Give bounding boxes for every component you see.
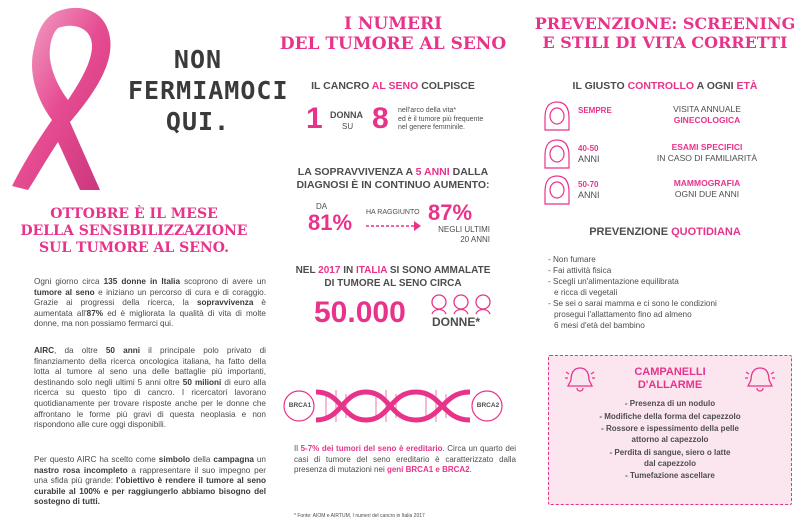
warning-signs-list bbox=[559, 398, 781, 483]
women-count: 50.000 bbox=[314, 296, 406, 329]
text-bold: 87% bbox=[86, 308, 104, 318]
text: COLPISCE bbox=[418, 80, 475, 92]
women-group-icon bbox=[428, 292, 494, 316]
text: , da oltre bbox=[54, 346, 106, 355]
list-item: - Tumefazione ascellare bbox=[625, 471, 715, 480]
headline-line: FERMIAMOCI bbox=[128, 76, 289, 105]
text-bold: nastro rosa incompleto bbox=[34, 465, 128, 475]
list-item: dal capezzolo bbox=[643, 458, 696, 468]
note-line: nell'arco della vita* bbox=[398, 107, 457, 114]
screening-row bbox=[530, 136, 800, 172]
age-value: SEMPRE bbox=[578, 106, 612, 115]
text: IN bbox=[340, 265, 356, 276]
text: è aumentata all' bbox=[34, 298, 266, 318]
list-item: - Non fumare bbox=[548, 255, 596, 264]
text: scoprono di avere un bbox=[180, 277, 266, 286]
age-unit: ANNI bbox=[578, 154, 600, 164]
text-accent: AL SENO bbox=[371, 80, 419, 92]
screening-desc bbox=[622, 104, 792, 125]
ratio-donna: DONNA bbox=[330, 110, 363, 120]
desc-line: IN CASO DI FAMILIARITÀ bbox=[656, 152, 758, 163]
text-bold: simbolo bbox=[158, 455, 191, 464]
warning-signs-panel bbox=[548, 355, 792, 505]
october-line: OTTOBRE È IL MESE bbox=[50, 206, 218, 222]
text: un bbox=[253, 455, 266, 464]
desc-line-accent: MAMMOGRAFIA bbox=[673, 178, 741, 188]
text: della bbox=[190, 455, 214, 464]
desc-line: OGNI DUE ANNI bbox=[674, 188, 740, 199]
left-column bbox=[0, 0, 289, 523]
text: DALLA bbox=[449, 166, 489, 178]
desc-line: VISITA ANNUALE bbox=[673, 104, 741, 114]
text: a rappresentare il suo impegno per una sfida più grande: bbox=[34, 465, 266, 486]
screening-desc bbox=[622, 142, 792, 163]
note-line: ed è il tumore più frequente bbox=[398, 115, 484, 123]
dna-helix-icon bbox=[282, 384, 504, 428]
airc-paragraph bbox=[34, 346, 266, 431]
warning-signs-title bbox=[609, 366, 731, 392]
pink-ribbon-icon bbox=[10, 2, 130, 192]
bell-icon bbox=[743, 364, 777, 394]
text-bold: l'obiettivo è rendere il tumore al seno curabile al 100% e per raggiungerlo abbiamo bisogno del sostegno di tutti. bbox=[34, 476, 266, 507]
text-accent: CONTROLLO bbox=[627, 80, 695, 92]
control-heading bbox=[530, 80, 800, 93]
list-item: attorno al capezzolo bbox=[631, 435, 709, 444]
text: SI SONO AMMALATE bbox=[387, 265, 491, 276]
woman-face-icon bbox=[542, 100, 572, 132]
list-item: - Perdita di sangue, siero o latte bbox=[609, 447, 731, 457]
list-item: - Fai attività fisica bbox=[548, 266, 612, 275]
text: Per questo AIRC ha scelto come bbox=[34, 455, 159, 464]
ratio-su: SU bbox=[342, 122, 354, 131]
text: . Circa un quarto dei casi di tumore del seno ereditario è caratterizzato dalla presenza di mutazioni nei bbox=[294, 444, 516, 474]
text-bold: AIRC bbox=[34, 346, 55, 355]
survival-to-value: 87% bbox=[428, 200, 473, 225]
text-bold: sopravvivenza bbox=[196, 298, 254, 308]
text: LA SOPRAVVIVENZA A bbox=[297, 166, 416, 178]
campaign-headline bbox=[128, 44, 289, 137]
text-bold: 50 milioni bbox=[182, 377, 222, 387]
headline-line: NON bbox=[173, 45, 223, 74]
text: NEL bbox=[295, 265, 319, 276]
list-item: prosegui l'allattamento fino ad almeno bbox=[554, 310, 692, 319]
brca1-label: BRCA1 bbox=[288, 402, 312, 409]
woman-face-icon bbox=[542, 138, 572, 170]
title-line: I NUMERI bbox=[343, 14, 443, 34]
text: e iniziano un percorso di cura e di coraggio. Grazie ai progressi della ricerca, la bbox=[34, 287, 266, 308]
numbers-title bbox=[268, 14, 518, 54]
text: . bbox=[469, 465, 472, 474]
title-line: PREVENZIONE: SCREENING bbox=[534, 14, 796, 33]
ratio-one: 1 bbox=[306, 102, 323, 135]
ratio-eight: 8 bbox=[372, 102, 389, 135]
text-accent: 5-7% dei tumori del seno è ereditario bbox=[300, 444, 443, 453]
brca2-label: BRCA2 bbox=[476, 402, 500, 409]
text: IL CANCRO bbox=[311, 80, 372, 92]
screening-row bbox=[530, 172, 800, 208]
footnote: * Fonte: AIOM e AIRTUM, I numeri del cancro in Italia 2017 bbox=[294, 513, 425, 519]
october-line: DELLA SENSIBILIZZAZIONE bbox=[20, 223, 248, 239]
text: DI TUMORE AL SENO CIRCA bbox=[324, 278, 462, 289]
survival-years: 20 ANNI bbox=[460, 235, 490, 244]
campaign-paragraph bbox=[34, 455, 266, 508]
intro-paragraph bbox=[34, 277, 266, 330]
list-item: e ricca di vegetali bbox=[554, 288, 618, 297]
right-column bbox=[530, 0, 800, 523]
survival-negli: NEGLI ULTIMI bbox=[438, 225, 490, 234]
text: Il bbox=[294, 444, 301, 453]
text: il principale polo privato di finanziamento della ricerca oncologica italiana, ha fatto della lotta al tumore al seno una delle battaglie più importanti, destinando solo negli ultimi 5 anni oltre bbox=[34, 346, 267, 387]
daily-prevention-heading bbox=[530, 226, 800, 239]
text: PREVENZIONE bbox=[589, 226, 672, 238]
daily-prevention-list bbox=[548, 254, 798, 331]
age-unit: ANNI bbox=[578, 190, 600, 200]
title-line: D'ALLARME bbox=[637, 379, 703, 391]
desc-line-accent: GINECOLOGICA bbox=[673, 114, 741, 125]
survival-from-value: 81% bbox=[308, 210, 353, 235]
text: di euro alla ricerca su questo tipo di cancro. I ricercatori lavorano quotidianamente per trovare risposte anche per le donne che affrontano le forme più gravi di questa neoplasia e non rispondono alle cure oggi disponibili. bbox=[34, 377, 266, 430]
text: IL GIUSTO bbox=[572, 80, 628, 92]
text-bold: 135 donne in Italia bbox=[103, 277, 180, 286]
women-label: DONNE* bbox=[432, 315, 481, 329]
title-line: CAMPANELLI bbox=[634, 366, 706, 378]
middle-column bbox=[268, 0, 518, 523]
screening-desc bbox=[622, 178, 792, 199]
text-bold: campagna bbox=[213, 455, 254, 464]
text-bold: tumore al seno bbox=[34, 287, 95, 297]
arrow-right-icon bbox=[364, 220, 422, 232]
prevention-title bbox=[530, 14, 800, 52]
italy-2017-heading bbox=[268, 264, 518, 290]
title-line: DEL TUMORE AL SENO bbox=[279, 34, 507, 54]
text: A OGNI bbox=[694, 80, 737, 92]
list-item: - Presenza di un nodulo bbox=[624, 399, 716, 408]
bell-icon bbox=[563, 364, 597, 394]
list-item: - Modifiche della forma del capezzolo bbox=[599, 411, 741, 421]
text-accent: ETÀ bbox=[736, 80, 758, 92]
headline-line: QUI. bbox=[165, 107, 231, 136]
text: DIAGNOSI È IN CONTINUO AUMENTO: bbox=[296, 179, 490, 191]
survival-da: DA bbox=[316, 202, 328, 211]
list-item: - Rossore e ispessimento della pelle bbox=[601, 424, 739, 433]
cancer-hits-heading bbox=[268, 80, 518, 93]
note-line: nel genere femminile. bbox=[398, 124, 465, 131]
text: ed è migliorata la qualità di vita di molte donne, ma non possiamo fermarci qui. bbox=[34, 308, 266, 329]
list-item: - Scegli un'alimentazione equilibrata bbox=[548, 277, 679, 286]
text: Ogni giorno circa bbox=[34, 277, 104, 286]
hereditary-paragraph bbox=[294, 444, 516, 476]
ratio-note bbox=[398, 107, 513, 133]
text-accent: geni BRCA1 e BRCA2 bbox=[386, 465, 470, 474]
survival-reached: HA RAGGIUNTO bbox=[366, 209, 420, 216]
woman-face-icon bbox=[542, 174, 572, 206]
list-item: - Se sei o sarai mamma e ci sono le condizioni bbox=[548, 299, 717, 308]
age-value: 50-70 bbox=[578, 180, 599, 189]
october-line: SUL TUMORE AL SENO. bbox=[39, 240, 229, 256]
text-accent: QUOTIDIANA bbox=[671, 226, 741, 238]
october-awareness-title bbox=[0, 206, 268, 257]
list-item: 6 mesi d'età del bambino bbox=[554, 321, 645, 330]
text-accent: 2017 bbox=[318, 265, 341, 276]
text-accent: ITALIA bbox=[355, 265, 388, 276]
age-value: 40-50 bbox=[578, 144, 599, 153]
desc-line-accent: ESAMI SPECIFICI bbox=[671, 142, 743, 152]
survival-heading bbox=[268, 166, 518, 192]
text-bold: 50 anni bbox=[105, 346, 140, 355]
screening-row bbox=[530, 98, 800, 134]
title-line: E STILI DI VITA CORRETTI bbox=[542, 33, 788, 52]
text-accent: 5 ANNI bbox=[415, 166, 450, 178]
